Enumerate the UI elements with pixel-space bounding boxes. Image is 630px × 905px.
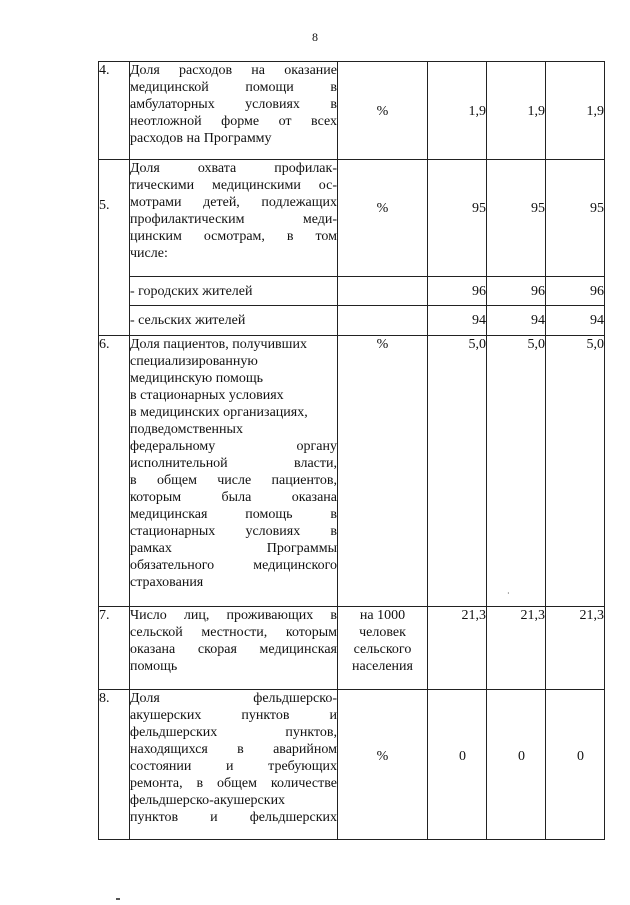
value-cell: 94 [546, 306, 605, 336]
table-row-5-urban [99, 277, 605, 306]
value-cell: 95 [546, 160, 605, 277]
value-cell: 1,9 [546, 62, 605, 160]
row-number: 6. [99, 336, 130, 607]
sub-indicator-name: - сельских жителей [130, 306, 338, 336]
scan-mark [116, 898, 120, 900]
name-line: в стационарных условиях [130, 388, 284, 403]
value-cell: 0 [428, 690, 487, 840]
value-cell: 95 [487, 160, 546, 277]
row-number: 7. [99, 607, 130, 690]
value-cell: 95 [428, 160, 487, 277]
name-line: Число лиц, проживающих в [130, 608, 337, 623]
row-number: 4. [99, 62, 130, 160]
name-line: подведомственных [130, 422, 243, 437]
page-number: 8 [312, 30, 318, 44]
value-cell: 96 [487, 277, 546, 306]
indicator-name [130, 160, 338, 277]
unit-cell [338, 306, 428, 336]
unit-line: человек [359, 625, 406, 640]
value-cell: 21,3 [546, 607, 605, 690]
name-line: исполнительной власти, [130, 456, 337, 471]
name-line: расходов на Программу [130, 131, 272, 146]
name-line: оказана скорая медицинская [130, 642, 337, 657]
name-line: Доля расходов на оказание [130, 63, 337, 78]
name-line: федеральному органу [130, 439, 337, 454]
value-cell: 0 [546, 690, 605, 840]
name-line: Доля фельдшерско- [130, 691, 337, 706]
indicator-name [130, 607, 338, 690]
value-cell: 1,9 [428, 62, 487, 160]
name-line: амбулаторных условиях в [130, 97, 337, 112]
name-line: фельдшерских пунктов, [130, 725, 337, 740]
value-cell: 21,3 [428, 607, 487, 690]
indicator-name [130, 62, 338, 160]
name-line: находящихся в аварийном [130, 742, 337, 757]
sub-indicator-name: - городских жителей [130, 277, 338, 306]
value-cell: 96 [546, 277, 605, 306]
value-cell: 96 [428, 277, 487, 306]
table-row-5 [99, 160, 605, 277]
name-line: акушерских пунктов и [130, 708, 337, 723]
name-line: цинским осмотрам, в том [130, 229, 337, 244]
scan-speck: · [507, 589, 510, 598]
name-line: Доля охвата профилак- [130, 161, 337, 176]
unit-cell: % [338, 160, 428, 277]
name-line: тическими медицинскими ос- [130, 178, 337, 193]
name-line: помощь [130, 659, 178, 674]
row-number [99, 160, 130, 336]
table-row-8 [99, 690, 605, 840]
value-cell: 5,0 [428, 336, 487, 607]
row-number-text: 5. [99, 198, 110, 213]
name-line: фельдшерско-акушерских [130, 793, 286, 808]
indicator-name [130, 336, 338, 607]
value-cell: 1,9 [487, 62, 546, 160]
name-line: которым была оказана [130, 490, 337, 505]
name-line: в общем числе пациентов, [130, 473, 337, 488]
table-row-4 [99, 62, 605, 160]
unit-cell: % [338, 336, 428, 607]
name-line: страхования [130, 575, 204, 590]
table-row-6 [99, 336, 605, 607]
name-line: числе: [130, 246, 168, 261]
name-line: специализированную [130, 354, 258, 369]
name-line: медицинской помощи в [130, 80, 337, 95]
name-line: стационарных условиях в [130, 524, 337, 539]
value-cell: 0 [487, 690, 546, 840]
name-line: в медицинских организациях, [130, 405, 308, 420]
value-cell: 21,3 [487, 607, 546, 690]
unit-line: на 1000 [359, 608, 406, 623]
name-line: медицинская помощь в [130, 507, 337, 522]
row-number: 8. [99, 690, 130, 840]
value-cell: 94 [428, 306, 487, 336]
name-line: ремонта, в общем количестве [130, 776, 337, 791]
indicator-name [130, 690, 338, 840]
name-line: рамках Программы [130, 541, 337, 556]
name-line: обязательного медицинского [130, 558, 337, 573]
unit-cell: % [338, 690, 428, 840]
name-line: состоянии и требующих [130, 759, 337, 774]
name-line: медицинскую помощь [130, 371, 264, 386]
table-row-7 [99, 607, 605, 690]
name-line: Доля пациентов, получивших [130, 337, 307, 352]
value-cell: 5,0 [546, 336, 605, 607]
value-cell: 94 [487, 306, 546, 336]
name-line: неотложной форме от всех [130, 114, 337, 129]
indicators-table [98, 61, 605, 840]
unit-cell [338, 277, 428, 306]
unit-cell [338, 607, 428, 690]
name-line: мотрами детей, подлежащих [130, 195, 337, 210]
unit-line: населения [352, 659, 413, 674]
name-line: сельской местности, которым [130, 625, 337, 640]
table-row-5-rural [99, 306, 605, 336]
unit-line: сельского [353, 642, 412, 657]
value-cell: 5,0 [487, 336, 546, 607]
name-line: профилактическим меди- [130, 212, 337, 227]
unit-cell: % [338, 62, 428, 160]
name-line: пунктов и фельдшерских [130, 810, 337, 825]
